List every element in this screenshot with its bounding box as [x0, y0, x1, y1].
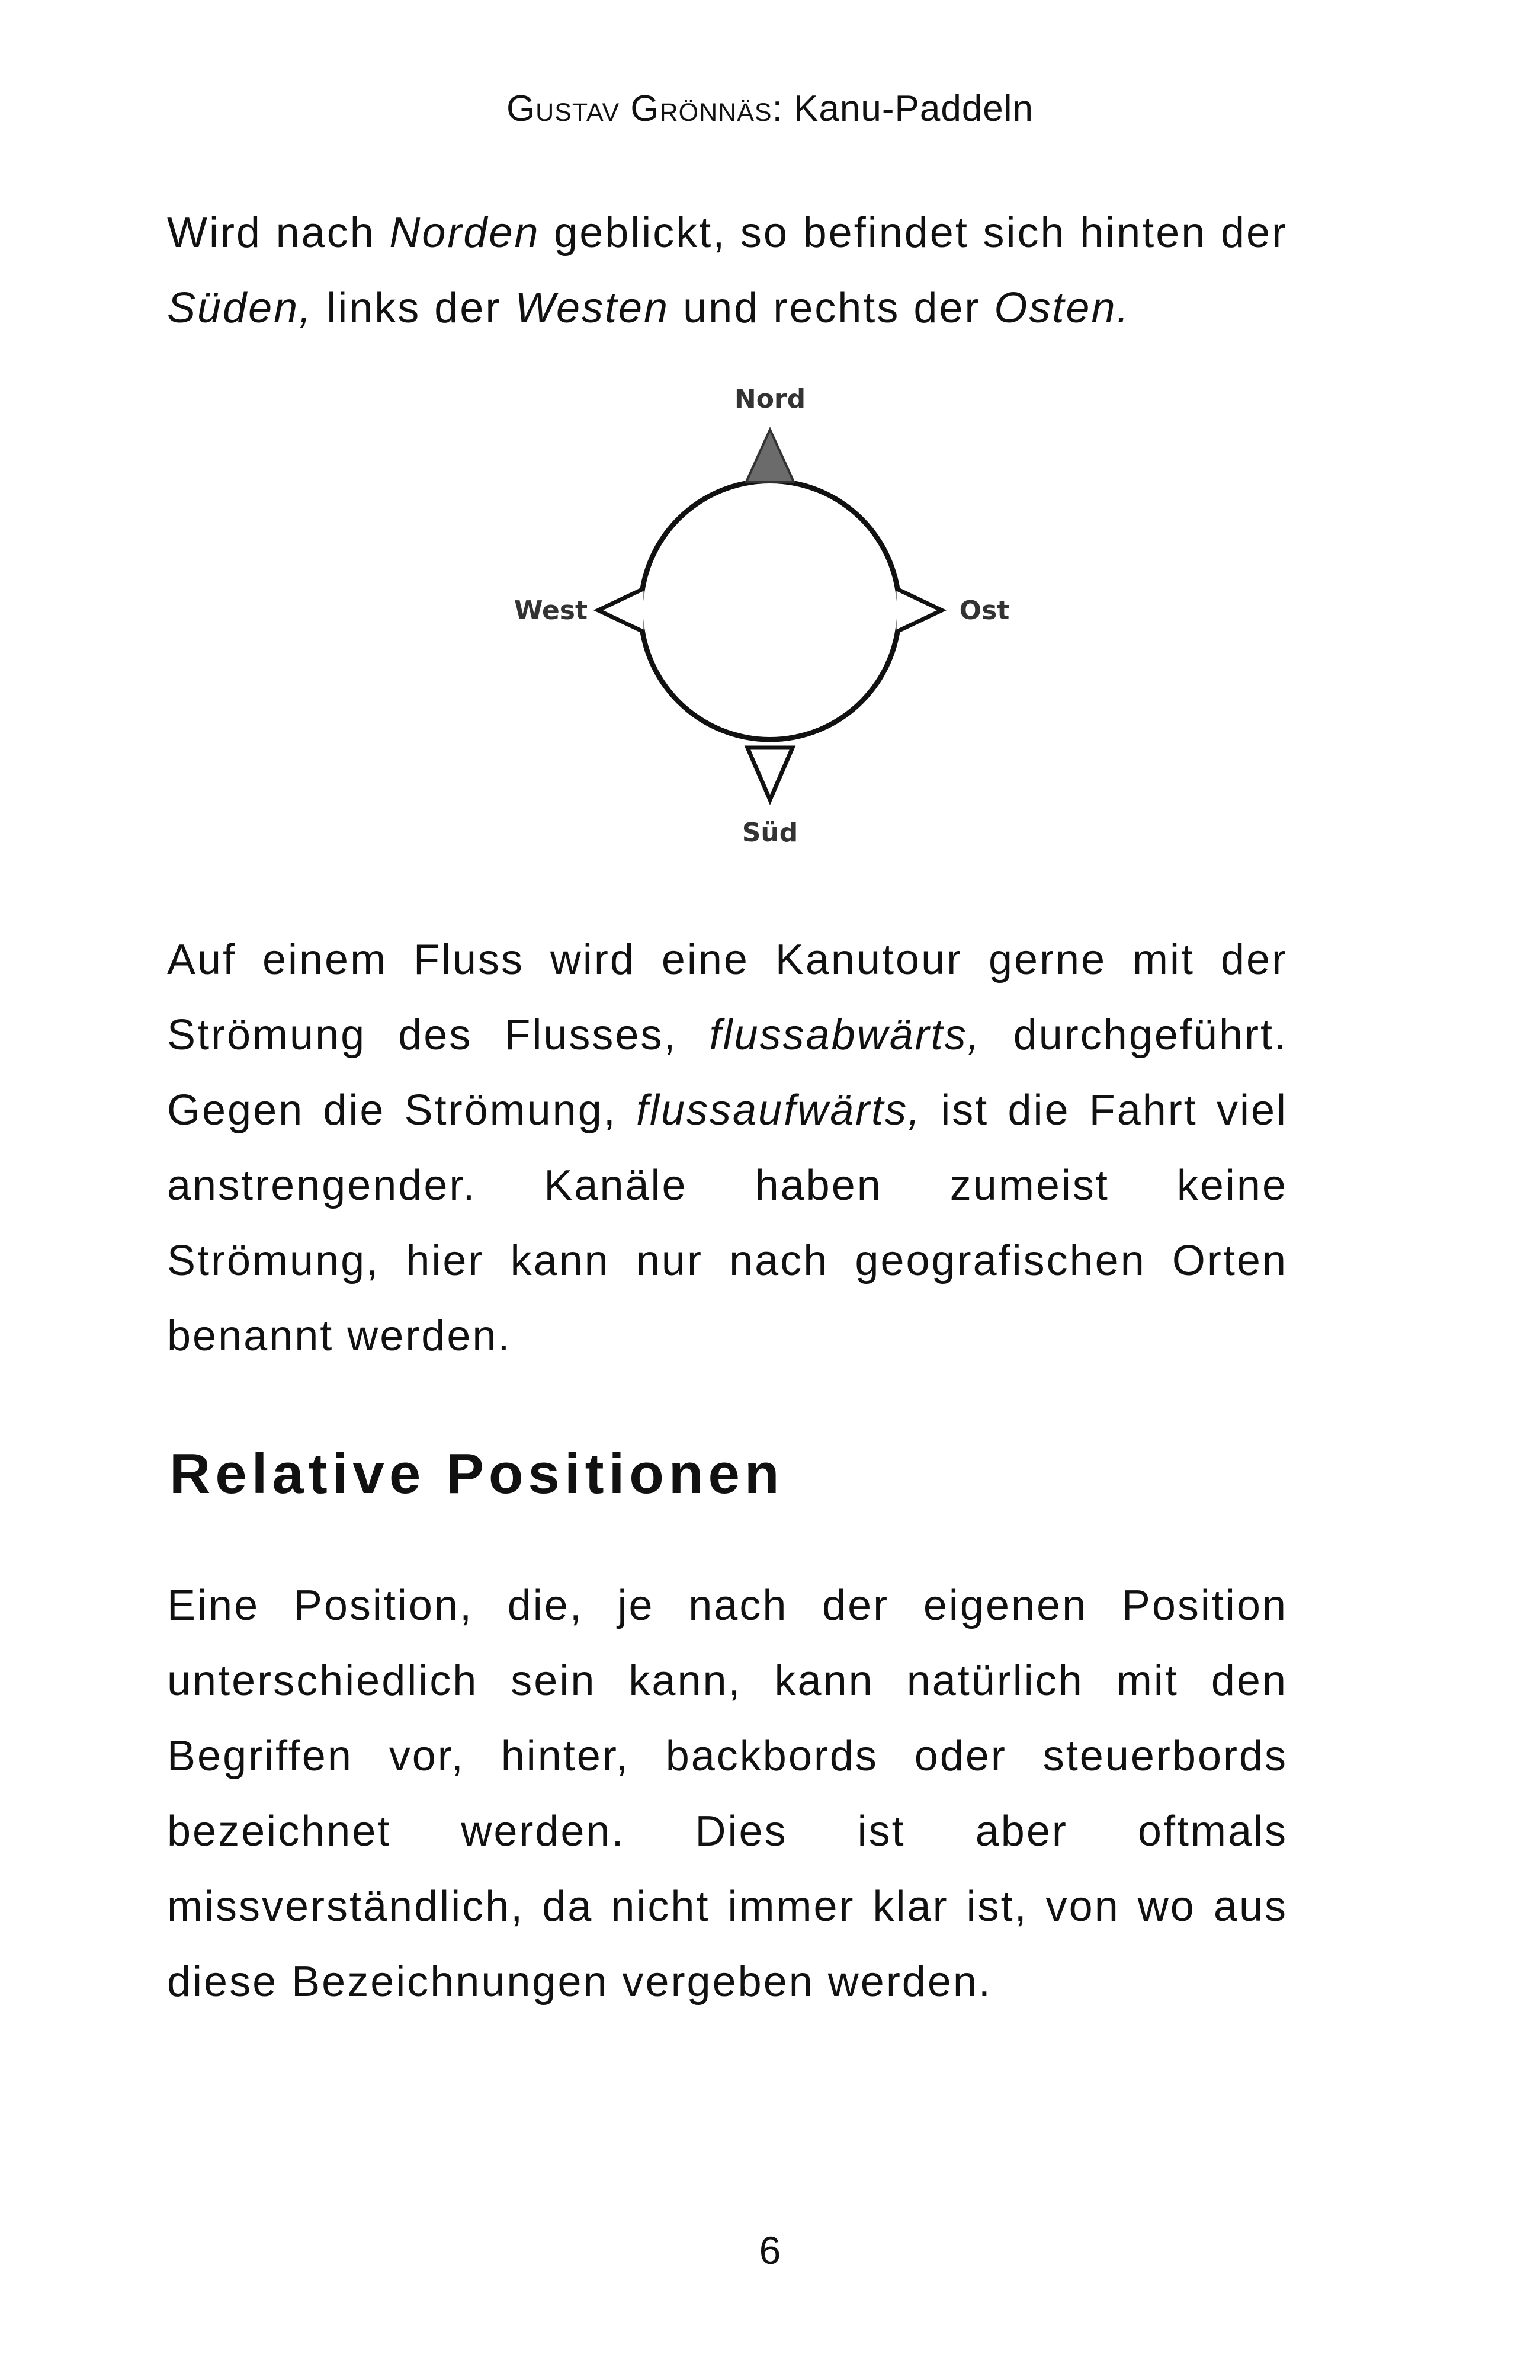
south-arrow	[747, 748, 793, 800]
north-label: Nord	[734, 384, 806, 414]
header-separator: :	[772, 88, 783, 129]
east-arrow	[894, 588, 942, 633]
section-heading: Relative Positionen	[169, 1442, 784, 1505]
emphasis-norden: Norden	[389, 209, 540, 257]
paragraph-text: geblickt, so befindet sich hinten der	[540, 209, 1288, 257]
east-label: Ost	[959, 595, 1010, 626]
paragraph-text: links der	[313, 284, 515, 332]
west-label: West	[514, 595, 588, 626]
west-arrow	[598, 588, 646, 633]
header-author: Gustav Grönnäs	[506, 88, 772, 129]
header-title: Kanu-Paddeln	[794, 88, 1034, 129]
paragraph-text: Wird nach	[167, 209, 390, 257]
running-header	[0, 88, 1540, 130]
paragraph-river-direction	[167, 922, 1288, 1374]
emphasis-flussabwaerts: flussabwärts,	[709, 1011, 981, 1059]
compass-diagram	[474, 367, 1066, 853]
paragraph-text: Auf einem Fluss wird eine Kanutour gerne mit der Strömung des Flusses,	[167, 936, 1288, 1059]
paragraph-text: ist die Fahrt viel anstrengender. Kanäle haben zumeist keine Strömung, hier kann nur nach geografischen Orten benannt werden.	[167, 1087, 1288, 1360]
paragraph-text: und rechts der	[669, 284, 994, 332]
page-number: 6	[759, 2228, 781, 2272]
paragraph-text: durchgeführt. Gegen die Strömung,	[167, 1011, 1288, 1134]
paragraph-cardinal-directions	[167, 196, 1288, 346]
emphasis-flussaufwaerts: flussaufwärts,	[636, 1087, 922, 1134]
emphasis-osten: Osten.	[994, 284, 1131, 332]
emphasis-westen: Westen	[515, 284, 670, 332]
south-label: Süd	[742, 818, 798, 848]
emphasis-sueden: Süden,	[167, 284, 313, 332]
paragraph-relative-positions: Eine Position, die, je nach der eigenen Position unterschiedlich sein kann, kann natürlich mit den Begriffen vor, hinter, backbords oder steuerbords bezeichnet werden. Dies ist aber oftmals missverständlich, da nicht immer klar ist, von wo aus diese Bezeichnungen vergeben werden.	[167, 1582, 1288, 2006]
north-arrow	[746, 430, 794, 482]
